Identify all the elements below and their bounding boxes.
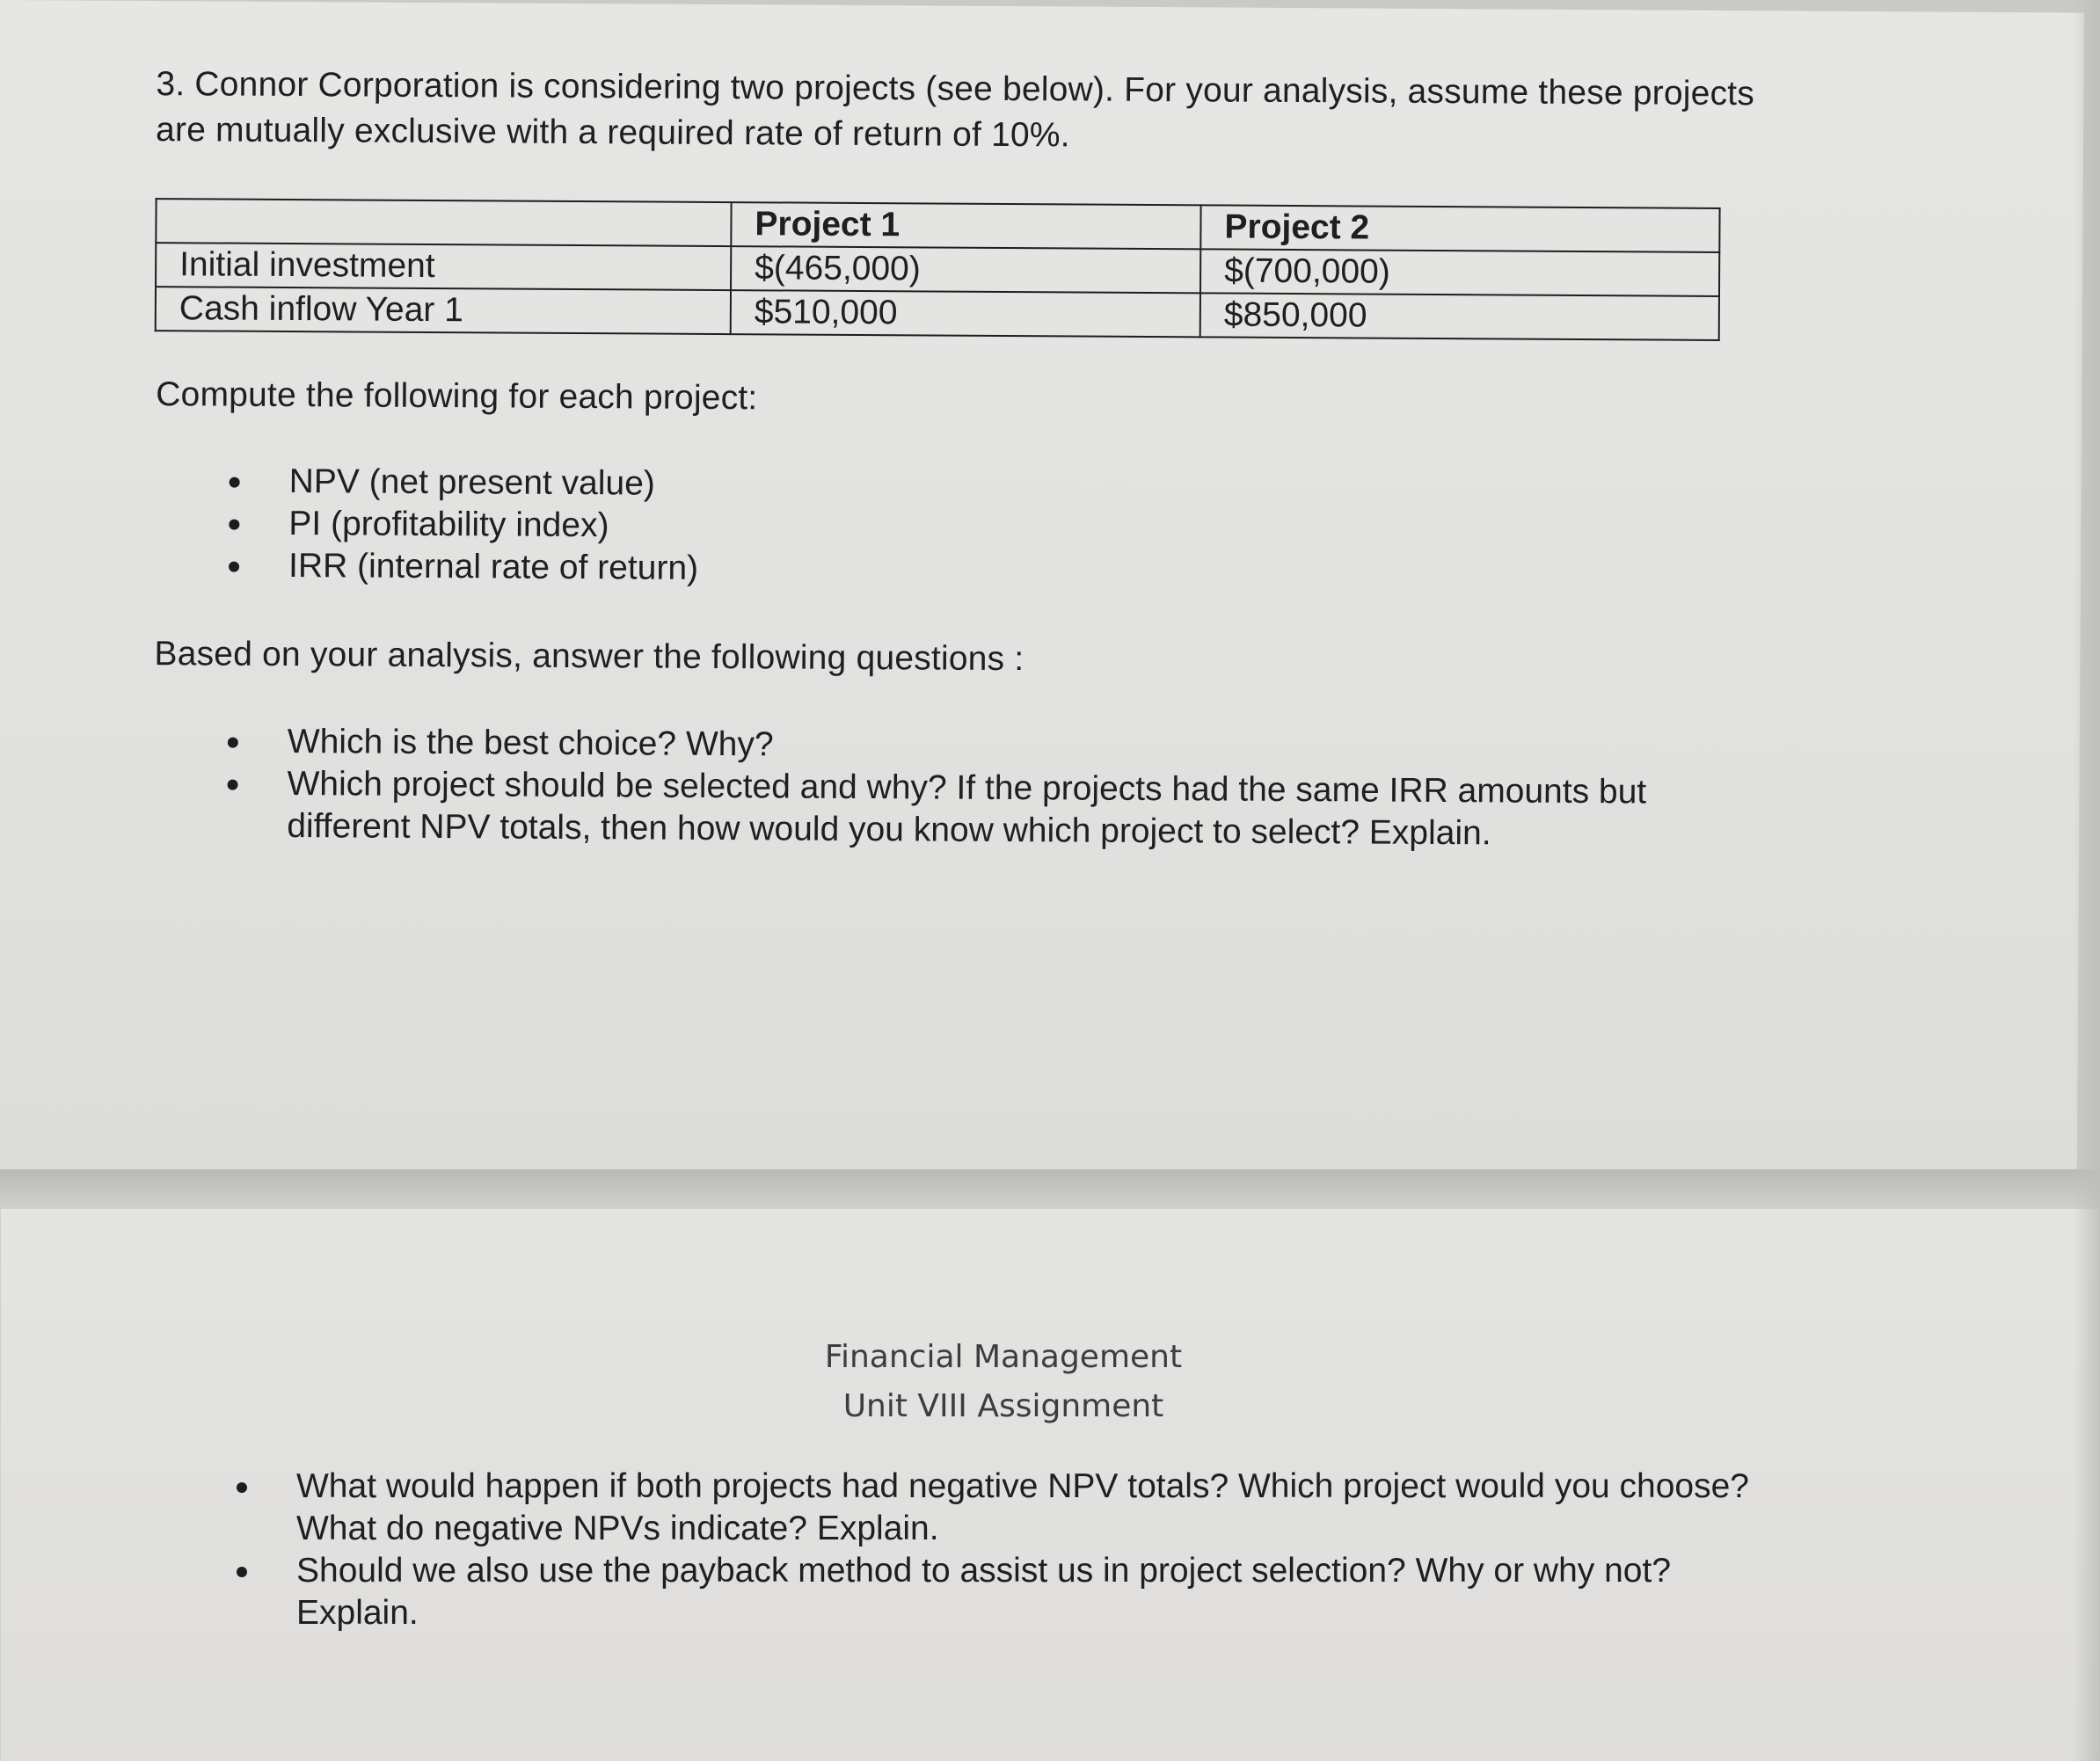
list-item bbox=[163, 1550, 1749, 1592]
list-item-text: NPV (net present value) bbox=[288, 462, 655, 503]
projects-table bbox=[155, 198, 1721, 341]
document-page-bottom bbox=[0, 1209, 2100, 1761]
bullet-icon bbox=[237, 1482, 247, 1493]
list-item-text: PI (profitability index) bbox=[288, 505, 609, 545]
list-item-text: Which project should be selected and why? If the projects had the same IRR amounts but bbox=[287, 765, 1647, 811]
bullet-icon bbox=[229, 562, 239, 572]
list-item bbox=[155, 502, 698, 548]
table-cell-project-2: $(700,000) bbox=[1200, 249, 1719, 296]
list-item bbox=[155, 544, 698, 590]
continued-questions-list bbox=[163, 1466, 1749, 1634]
compute-list bbox=[155, 460, 699, 590]
list-item-text: different NPV totals, then how would you know which project to select? Explain. bbox=[287, 807, 1491, 853]
list-item bbox=[163, 1466, 1749, 1508]
bullet-icon bbox=[237, 1567, 247, 1577]
list-item-text: Which is the best choice? Why? bbox=[287, 723, 774, 764]
list-item-text: What do negative NPVs indicate? Explain. bbox=[296, 1510, 939, 1547]
bullet-icon bbox=[229, 520, 239, 530]
edge-shadow bbox=[2074, 0, 2100, 1761]
questions-intro: Based on your analysis, answer the following questions : bbox=[154, 635, 1024, 679]
list-item bbox=[156, 460, 699, 506]
list-item-continuation bbox=[163, 1592, 1749, 1634]
list-item-text: Should we also use the payback method to assist us in project selection? Why or why not? bbox=[296, 1552, 1672, 1590]
table-cell-label: Initial investment bbox=[156, 243, 731, 290]
table-cell-project-1: $(465,000) bbox=[731, 246, 1200, 293]
compute-intro: Compute the following for each project: bbox=[156, 375, 758, 418]
table-cell-project-2: $850,000 bbox=[1200, 293, 1719, 340]
table-cell-label: Cash inflow Year 1 bbox=[156, 287, 731, 334]
bullet-icon bbox=[230, 477, 240, 488]
list-item-continuation bbox=[163, 1508, 1749, 1550]
bullet-icon bbox=[228, 780, 238, 790]
bullet-icon bbox=[228, 738, 238, 748]
table-cell-project-1: $510,000 bbox=[731, 290, 1200, 337]
page-separator bbox=[0, 1169, 2100, 1213]
unit-title: Unit VIII Assignment bbox=[842, 1388, 1164, 1424]
questions-list bbox=[153, 720, 1647, 855]
list-item-text: Explain. bbox=[296, 1594, 419, 1632]
list-item-text: What would happen if both projects had negative NPV totals? Which project would you choose? bbox=[296, 1467, 1749, 1505]
question-line-1: 3. Connor Corporation is considering two projects (see below). For your analysis, assume these projects bbox=[156, 65, 1755, 113]
course-title: Financial Management bbox=[824, 1339, 1183, 1375]
question-line-2: are mutually exclusive with a required rate of return of 10%. bbox=[155, 111, 1070, 155]
table-header-project-2: Project 2 bbox=[1200, 205, 1719, 252]
table-header-empty bbox=[156, 199, 731, 246]
table-header-project-1: Project 1 bbox=[731, 202, 1200, 249]
table-row bbox=[156, 287, 1719, 340]
list-item-continuation bbox=[153, 804, 1646, 855]
list-item-text: IRR (internal rate of return) bbox=[288, 547, 699, 587]
